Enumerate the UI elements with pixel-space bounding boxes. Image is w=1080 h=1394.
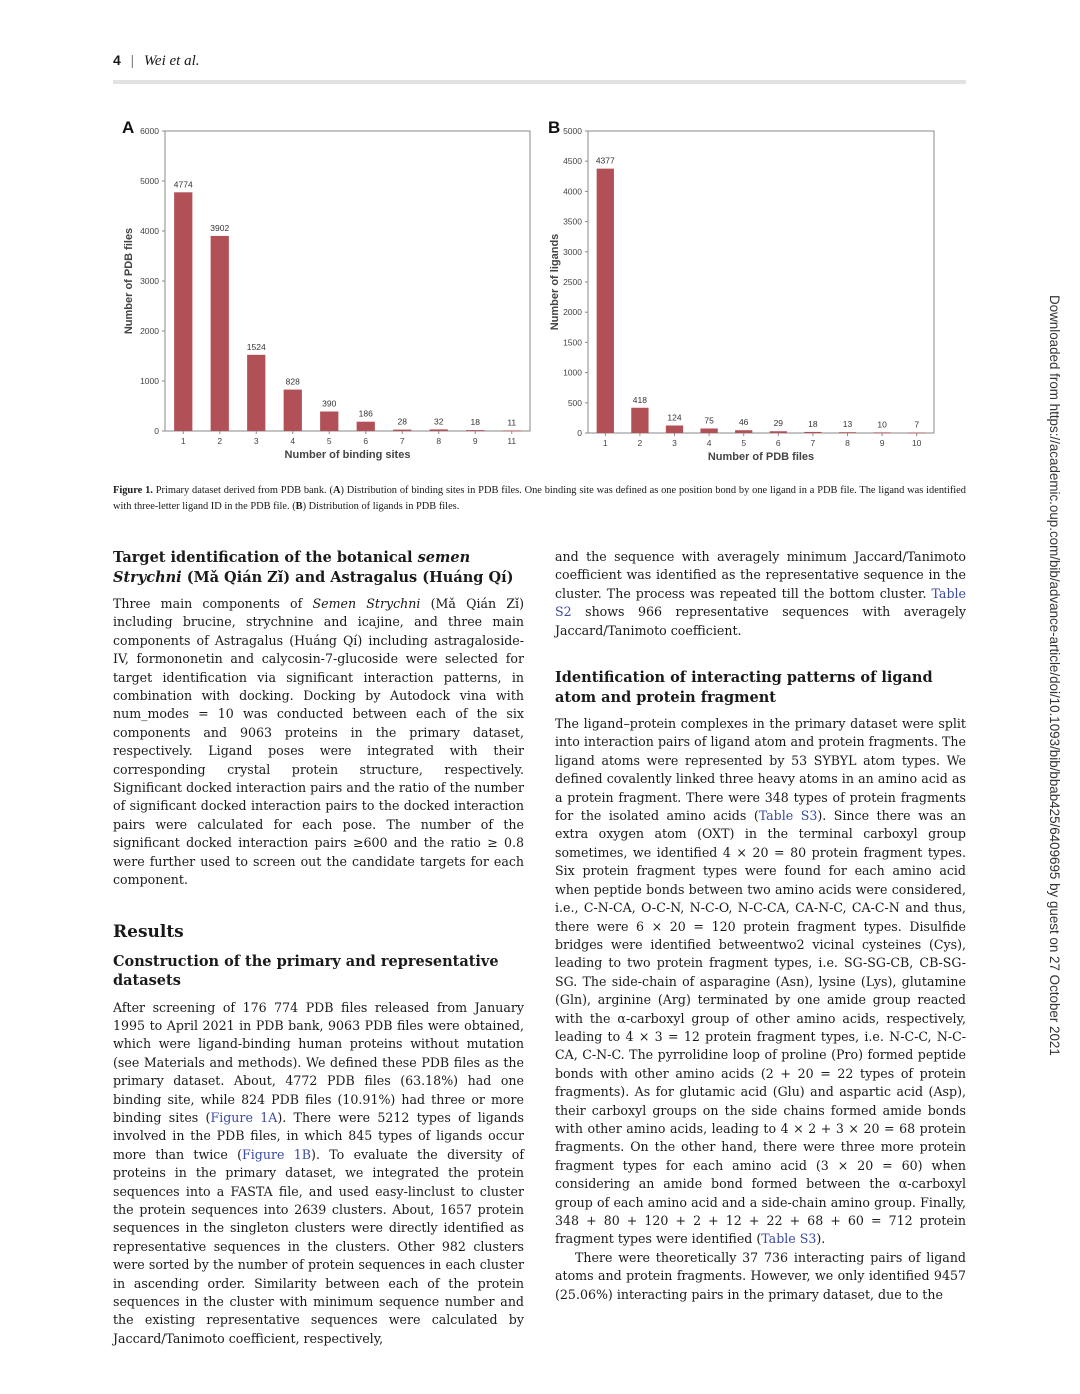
caption-a: A — [332, 485, 341, 496]
bar-7 — [804, 432, 821, 433]
data-label-3: 124 — [667, 412, 682, 423]
caption-b: B — [295, 501, 303, 512]
bar-2 — [631, 408, 648, 433]
panel-label: B — [548, 118, 561, 137]
x-tick-label-2: 2 — [217, 436, 223, 446]
y-tick-label: 2500 — [563, 277, 582, 287]
x-tick-label-5: 5 — [741, 438, 747, 448]
bar-6 — [770, 431, 787, 433]
data-label-4: 828 — [285, 376, 300, 387]
data-label-11: 11 — [507, 417, 517, 428]
bar-3 — [666, 426, 683, 433]
x-tick-label-9: 9 — [879, 438, 885, 448]
data-label-6: 186 — [358, 408, 373, 419]
y-tick-label: 0 — [154, 426, 159, 436]
paragraph-theoretical-pairs: There were theoretically 37 736 interacting pairs of ligand atoms and protein fragments. However, we only identified 9457 (25.06%) interacting pairs in the primary dataset, due to the — [555, 1249, 966, 1302]
y-tick-label: 4500 — [563, 156, 582, 167]
x-tick-label-9: 9 — [472, 436, 478, 446]
section-heading-target: Target identification of the botanical semen Strychni (Mǎ Qián Zǐ) and Astragalus (Huáng Qí) — [113, 549, 514, 586]
bar-8 — [430, 429, 448, 431]
data-label-7: 18 — [808, 418, 818, 429]
y-tick-label: 500 — [567, 397, 582, 408]
x-tick-label-2: 2 — [637, 438, 643, 448]
y-tick-label: 1500 — [563, 337, 582, 348]
x-tick-label-7: 7 — [810, 438, 816, 448]
y-tick-label: 5000 — [563, 126, 582, 136]
x-tick-label-3: 3 — [672, 438, 677, 448]
caption-label: Figure 1. — [113, 485, 153, 496]
bar-9 — [466, 430, 484, 431]
bar-8 — [839, 432, 856, 433]
caption-text-3: ) Distribution of ligands in PDB files. — [302, 501, 460, 512]
y-tick-label: 4000 — [563, 186, 582, 197]
y-tick-label: 0 — [577, 428, 582, 438]
x-tick-label-6: 6 — [363, 436, 369, 446]
running-header — [113, 52, 966, 76]
running-authors: Wei et al. — [143, 53, 200, 69]
x-tick-label-5: 5 — [326, 436, 332, 446]
data-label-3: 1524 — [246, 341, 266, 352]
header-rule — [113, 80, 966, 84]
bar-3 — [247, 355, 265, 431]
x-tick-label-11: 11 — [507, 436, 517, 446]
figure-1b-chart — [538, 112, 968, 467]
header-separator: | — [130, 53, 134, 69]
x-tick-label-1: 1 — [180, 436, 186, 446]
y-tick-label: 2000 — [140, 326, 159, 336]
y-tick-label: 1000 — [140, 376, 159, 386]
x-tick-label-8: 8 — [436, 436, 442, 446]
y-tick-label: 2000 — [563, 307, 582, 318]
y-tick-label: 5000 — [140, 176, 159, 186]
x-tick-label-10: 10 — [911, 438, 922, 448]
x-tick-label-4: 4 — [290, 436, 296, 446]
paragraph-continued: and the sequence with averagely minimum Jaccard/Tanimoto coefficient was identified as the representative sequence in the cluster. The process was repeated till the bottom cluster. Table S2 shows 966 representative sequences with averagely Jaccard/Tanimoto coefficient. — [555, 549, 966, 638]
bar-5 — [735, 430, 752, 433]
bar-7 — [393, 430, 411, 431]
download-note: Downloaded from https://academic.oup.com/bib/advance-article/doi/10.1093/bib/bbab425/6409695 by guest on 27 October 2021 — [1047, 295, 1062, 1056]
section-heading-construction: Construction of the primary and representative datasets — [113, 952, 499, 989]
data-label-9: 18 — [470, 417, 480, 428]
y-tick-label: 1000 — [563, 367, 582, 378]
data-label-2: 418 — [632, 394, 647, 405]
figure-caption — [113, 483, 966, 515]
table-s3-link-2[interactable]: Table S3 — [761, 1231, 817, 1247]
data-label-9: 10 — [877, 419, 887, 430]
data-label-7: 28 — [397, 416, 407, 427]
results-heading: Results — [113, 921, 184, 942]
x-tick-label-6: 6 — [775, 438, 781, 448]
figure-1b-link[interactable]: Figure 1B — [242, 1146, 312, 1162]
paragraph-interacting-patterns: The ligand–protein complexes in the primary dataset were split into interaction pairs of ligand atom and protein fragments. The ligand atoms were represented by 53 SYBYL atom types. We defined covalently linked three heavy atoms in an amino acid as a protein fragment. There were 348 types of protein fragments for the isolated amino acids (Table S3). Since there was an extra oxygen atom (OXT) in the terminal carboxyl group sometimes, we identified 4 × 20 = 80 protein fragment types. Six protein fragment types were found for each amino acid when peptide bonds between two amino acids were considered, i.e., C-N-CA, O-C-N, N-C-O, N-C-CA, CA-N-C, CA-C-N and thus, there were 6 × 20 = 120 protein fragment types. Disulfide bridges were identified betweentwo2 vicinal cysteines (Cys), leading to two protein fragment types, i.e. SG-SG-CB, CB-SG-SG. The side-chain of asparagine (Asn), lysine (Lys), glutamine (Gln), arginine (Arg) terminated by one amide group reacted with the α-carboxyl group of other amino acids, respectively, leading to 4 × 3 = 12 protein fragment types, i.e. N-C-C, N-C-CA, C-N-C. The pyrrolidine loop of proline (Pro) formed peptide bonds with other amino acids (2 + 20 = 22 types of protein fragments). As for glutamic acid (Glu) and aspartic acid (Asp), their carboxyl groups on the side chains formed amide bonds with other amino acids, leading to 4 × 2 + 3 × 20 = 68 protein fragments. On the other hand, there were three more protein fragment types for each amino acid (3 × 20 = 60) when considering an amide bond formed between the α-carboxyl group of each amino acid and a side-chain amino group. Finally, 348 + 80 + 120 + 2 + 12 + 22 + 68 + 60 = 712 protein fragment types were identified (Table S3). — [555, 716, 966, 1247]
bar-1 — [174, 192, 192, 431]
figure-1a-link[interactable]: Figure 1A — [210, 1109, 278, 1125]
x-tick-label-3: 3 — [253, 436, 259, 446]
data-label-6: 29 — [773, 418, 784, 429]
data-label-8: 32 — [434, 416, 444, 427]
table-s2-link[interactable]: Table S2 — [555, 585, 966, 620]
table-s3-link[interactable]: Table S3 — [758, 808, 818, 824]
plot-frame — [588, 131, 934, 433]
data-label-5: 46 — [738, 417, 749, 428]
bar-5 — [320, 412, 338, 432]
y-tick-label: 3000 — [563, 246, 582, 257]
x-axis-label: Number of binding sites — [284, 449, 411, 461]
x-tick-label-7: 7 — [399, 436, 405, 446]
x-tick-label-4: 4 — [706, 438, 712, 448]
right-column — [555, 548, 966, 1304]
data-label-1: 4774 — [173, 179, 193, 190]
paragraph-construction: After screening of 176 774 PDB files released from January 1995 to April 2021 in PDB bank, 9063 PDB files were obtained, which were ligand-binding human proteins without mutation (see Materials and methods). We defined these PDB files as the primary dataset. About, 4772 PDB files (63.18%) had one binding site, while 824 PDB files (10.91%) had three or more binding sites (Figure 1A). There were 5212 types of ligands involved in the PDB files, in which 845 types of ligands occur more than twice (Figure 1B). To evaluate the diversity of proteins in the primary dataset, we integrated the protein sequences into a FASTA file, and used easy-linclust to cluster the protein sequences into 2639 clusters. About, 1657 protein sequences in the singleton clusters were directly identified as representative sequences in the clusters. Other 982 clusters were sorted by the number of protein sequences in each cluster in ascending order. Similarity between each of the protein sequences in the cluster with minimum sequence number and the existing representative sequences were calculated by Jaccard/Tanimoto coefficient, respectively, — [113, 999, 524, 1346]
data-label-2: 3902 — [210, 222, 230, 233]
bar-4 — [700, 428, 717, 433]
x-axis-label: Number of PDB files — [707, 451, 815, 463]
y-tick-label: 3000 — [140, 276, 159, 286]
data-label-4: 75 — [704, 415, 714, 426]
bar-1 — [597, 169, 614, 433]
y-tick-label: 6000 — [140, 126, 159, 136]
caption-text-2: ) Distribution of binding sites in PDB files. One binding site was defined as one position bond by one ligand in a PDB file. The ligand was identified with three-letter ligand ID in the PDB file. ( — [113, 485, 966, 512]
x-tick-label-8: 8 — [845, 438, 850, 448]
caption-text-1: Primary dataset derived from PDB bank. ( — [152, 485, 333, 496]
data-label-5: 390 — [322, 398, 337, 409]
bar-6 — [357, 422, 375, 431]
left-column — [113, 548, 524, 1348]
bar-2 — [211, 236, 229, 431]
data-label-8: 13 — [842, 419, 853, 430]
x-tick-label-1: 1 — [602, 438, 608, 448]
figure-1a-chart — [112, 112, 542, 467]
y-axis-label: Number of ligands — [549, 233, 561, 331]
y-axis-label: Number of PDB files — [123, 227, 135, 335]
paragraph-target: Three main components of Semen Strychni (Mǎ Qián Zǐ) including brucine, strychnine and icajine, and three main components of Astragalus (Huáng Qí) including astragaloside-IV, formononetin and calycosin-7-glucoside were selected for target identification via significant interaction patterns, in combination with docking. Docking by Autodock vina with num_modes = 10 was conducted between each of the six components and 9063 proteins in the primary dataset, respectively. Ligand poses were integrated with their corresponding crystal protein structure, respectively. Significant docked interaction pairs and the ratio of the number of significant docked interaction pairs to the docked interaction pairs were calculated for each pose. The number of the significant docked interaction pairs ≥600 and the ratio ≥ 0.8 were further used to screen out the candidate targets for each component. — [113, 596, 525, 888]
section-heading-interacting-patterns: Identification of interacting patterns of ligand atom and protein fragment — [555, 669, 933, 706]
data-label-10: 7 — [914, 419, 920, 430]
data-label-1: 4377 — [595, 155, 615, 166]
bar-4 — [284, 390, 302, 431]
y-tick-label: 4000 — [140, 226, 159, 236]
page-number: 4 — [113, 52, 121, 68]
y-tick-label: 3500 — [563, 216, 582, 227]
panel-label: A — [122, 118, 135, 137]
